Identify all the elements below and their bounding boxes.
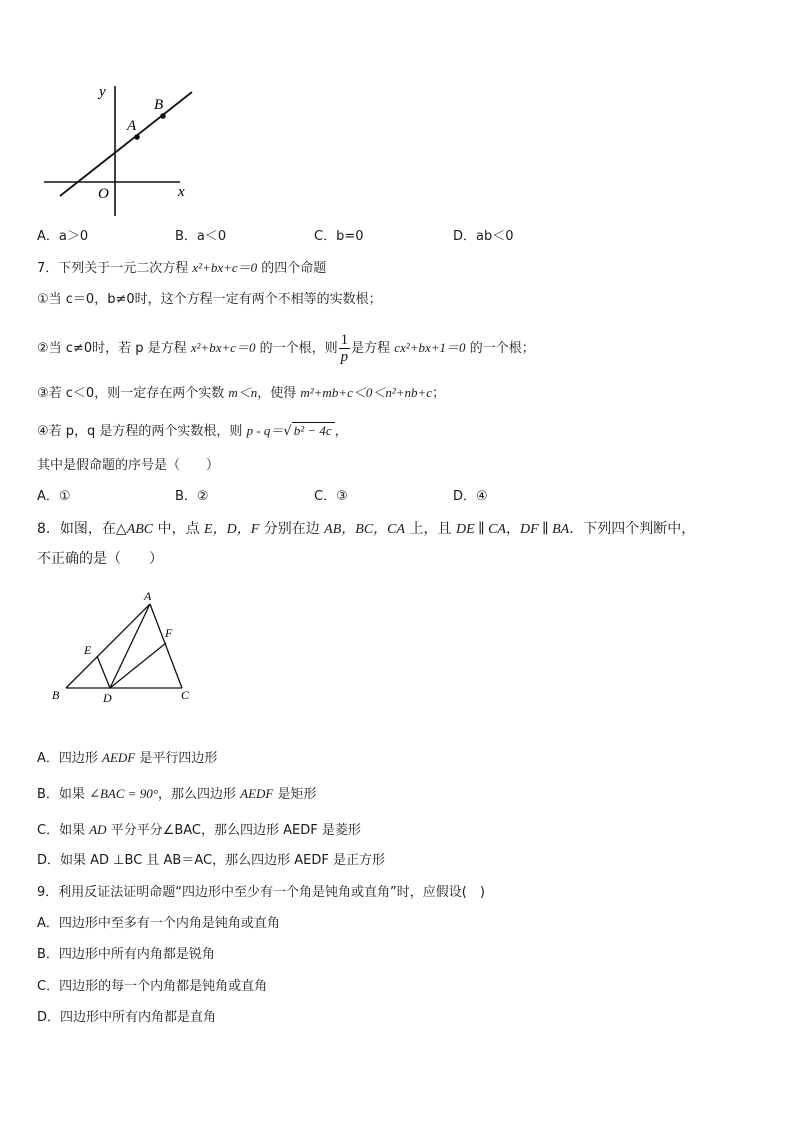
q9-option-d[interactable]: D．四边形中所有内角都是直角	[37, 1010, 217, 1025]
q6-option-b[interactable]: B．a＜0	[175, 229, 227, 244]
point-b	[160, 113, 166, 119]
q6-coordinate-graph	[40, 82, 200, 220]
q8-triangle-figure	[44, 588, 204, 708]
origin-label: O	[98, 186, 109, 202]
q7-ask: 其中是假命题的序号是（ ）	[37, 458, 220, 473]
segment-ad	[110, 604, 150, 688]
q9-stem: 9．利用反证法证明命题“四边形中至少有一个角是钝角或直角”时，应假设( )	[37, 885, 485, 900]
y-axis-label: y	[99, 84, 106, 100]
q7-option-b[interactable]: B．②	[175, 489, 209, 504]
q8-option-d[interactable]: D．如果 AD ⊥BC 且 AB＝AC，那么四边形 AEDF 是正方形	[37, 853, 385, 868]
q6-option-d[interactable]: D．ab＜0	[453, 229, 514, 244]
segment-df	[110, 643, 166, 688]
side-ab	[66, 604, 150, 688]
point-a	[134, 134, 140, 140]
point-b-label: B	[154, 97, 164, 113]
q7-statement-2: ②当 c≠0时，若 p 是方程 x²+bx+c＝0 的一个根，则 $\frac{1}{p}$ 是方程 cx²+bx+1＝0 的一个根；	[37, 332, 535, 365]
q7-stem: 7．下列关于一元二次方程 x²+bx+c＝0 的四个命题	[37, 260, 327, 276]
q8-stem-line2: 不正确的是（ ）	[37, 551, 163, 567]
fraction-1-over-p: $\frac{1}{p}$	[340, 332, 349, 365]
vertex-a-label: A	[144, 589, 152, 603]
vertex-b-label: B	[52, 688, 60, 702]
q9-option-b[interactable]: B．四边形中所有内角都是锐角	[37, 947, 215, 962]
q6-option-c[interactable]: C．b=0	[314, 229, 364, 244]
q8-option-c[interactable]: C．如果 AD 平分平分∠BAC，那么四边形 AEDF 是菱形	[37, 822, 361, 838]
q8-option-b[interactable]: B．如果 ∠BAC = 90°，那么四边形 AEDF 是矩形	[37, 786, 317, 802]
q7-statement-1: ①当 c＝0，b≠0时，这个方程一定有两个不相等的实数根；	[37, 292, 382, 307]
q7-statement-4: ④若 p，q 是方程的两个实数根，则 p - q＝√ b² − 4c ，	[37, 420, 348, 443]
q7-option-d[interactable]: D．④	[453, 489, 488, 504]
point-f-label: F	[165, 626, 173, 640]
q7-option-c[interactable]: C．③	[314, 489, 348, 504]
q6-option-a[interactable]: A．a＞0	[37, 229, 89, 244]
q9-option-a[interactable]: A．四边形中至多有一个内角是钝角或直角	[37, 916, 280, 931]
q7-option-a[interactable]: A．①	[37, 489, 71, 504]
point-e-label: E	[84, 643, 92, 657]
sqrt-expression: √ b² − 4c	[283, 420, 334, 443]
segment-de	[97, 656, 110, 688]
graph-line	[60, 92, 192, 196]
q8-stem: 8．如图，在△ABC 中，点 E，D，F 分别在边 AB，BC，CA 上，且 DE ∥ CA，DF ∥ BA．下列四个判断中，	[37, 521, 696, 537]
point-d-label: D	[103, 691, 112, 705]
side-ac	[150, 604, 182, 688]
point-a-label: A	[127, 118, 137, 134]
vertex-c-label: C	[181, 688, 190, 702]
q7-statement-3: ③若 c＜0，则一定存在两个实数 m＜n，使得 m²+mb+c＜0＜n²+nb+c；	[37, 385, 446, 401]
q8-option-a[interactable]: A．四边形 AEDF 是平行四边形	[37, 750, 218, 766]
q9-option-c[interactable]: C．四边形的每一个内角都是钝角或直角	[37, 979, 268, 994]
x-axis-label: x	[178, 184, 185, 200]
